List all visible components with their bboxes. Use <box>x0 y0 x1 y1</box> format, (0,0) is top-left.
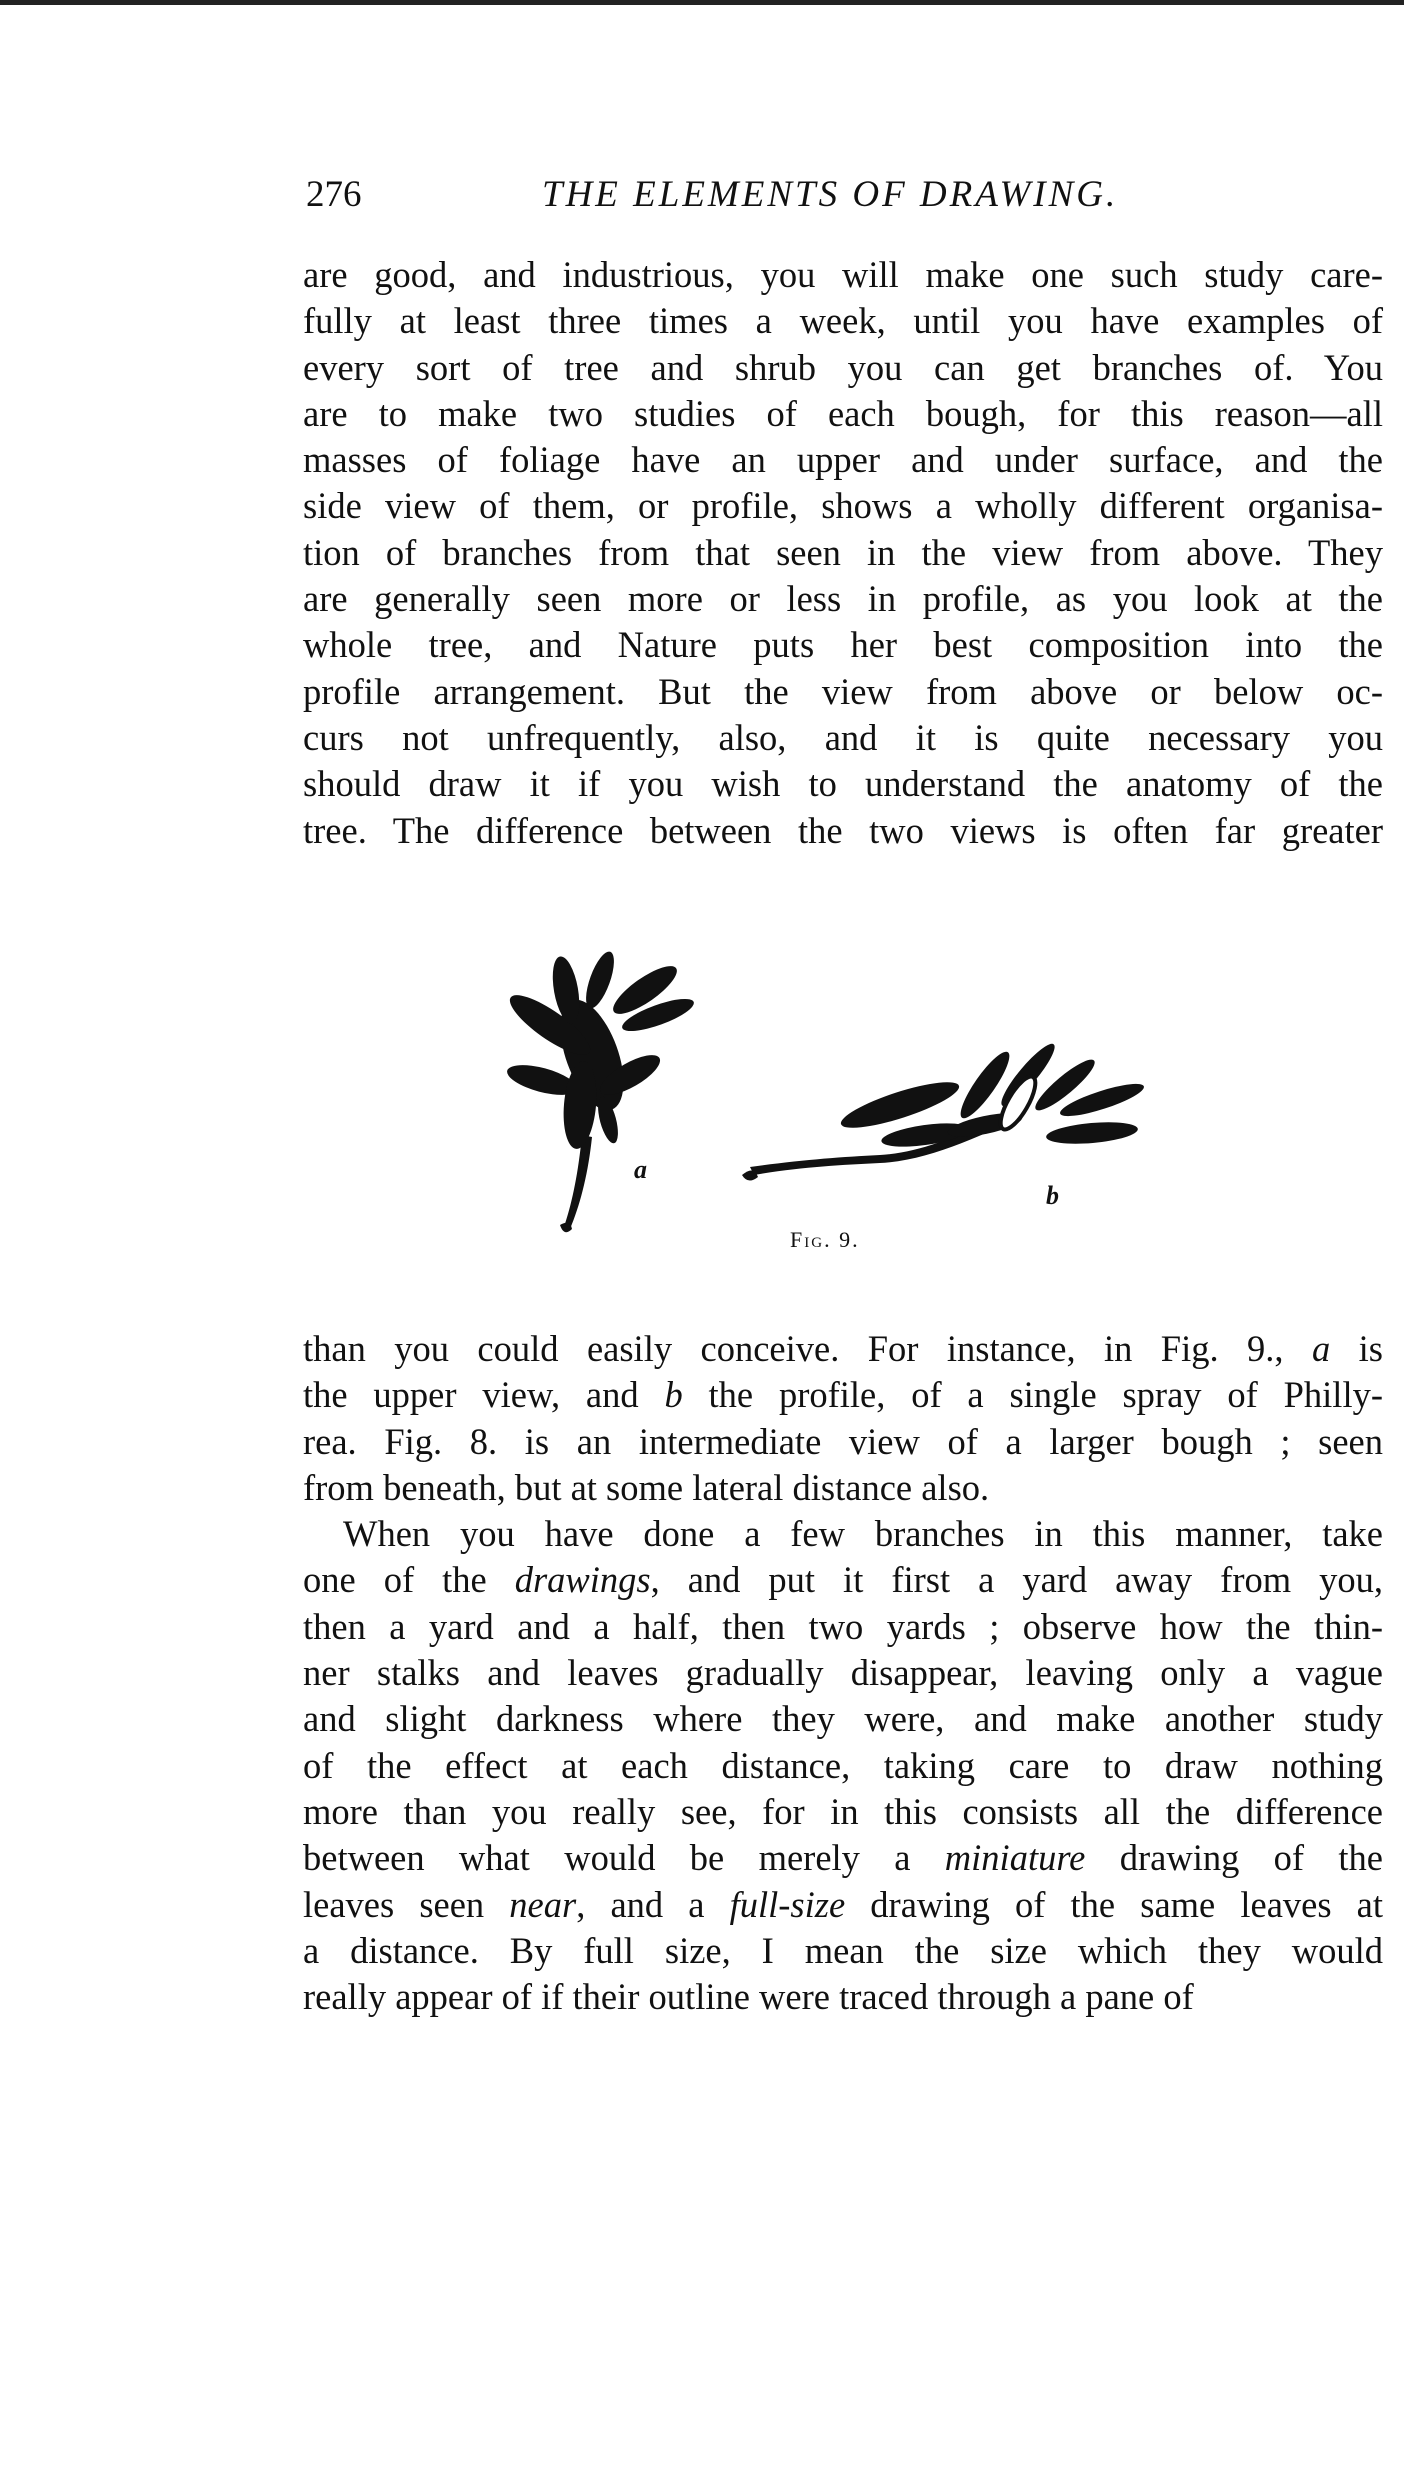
text-line: side view of them, or profile, shows a wholly different organisa- <box>303 485 1383 527</box>
text-segment: When you have done a few branches in this manner, take <box>343 1513 1383 1555</box>
text-segment: of the effect at each distance, taking care to draw nothing <box>303 1744 1383 1786</box>
text-line: whole tree, and Nature puts her best composition into the <box>303 624 1383 666</box>
text-segment: is <box>1330 1328 1383 1369</box>
text-segment: drawing of the same leaves at <box>845 1883 1384 1925</box>
text-segment: and slight darkness where they were, and make another study <box>303 1698 1383 1740</box>
figure-label-a: a <box>634 1155 647 1184</box>
text-line <box>303 1696 1383 1742</box>
text-line: are to make two studies of each bough, for this reason—all <box>303 392 1383 434</box>
text-segment: than you could easily conceive. For instance, in Fig. 9., <box>303 1328 1312 1369</box>
text-segment: rea. Fig. 8. is an intermediate view of a larger bough ; seen <box>303 1420 1383 1462</box>
text-line <box>303 1928 1383 1974</box>
text-line: profile arrangement. But the view from above or below oc- <box>303 670 1383 712</box>
text-segment: the upper view, and <box>303 1374 665 1416</box>
text-line <box>303 1835 1383 1881</box>
figure-label-b: b <box>1046 1181 1059 1210</box>
text-line: fully at least three times a week, until you have examples of <box>303 300 1383 342</box>
italic-term: a <box>1311 1328 1331 1369</box>
figure-caption: Fig. 9. <box>790 1227 860 1252</box>
text-line <box>303 1326 1383 1372</box>
text-line: should draw it if you wish to understand the anatomy of the <box>303 763 1383 805</box>
text-segment: then a yard and a half, then two yards ; observe how the thin- <box>303 1605 1383 1647</box>
italic-term: drawings <box>514 1559 651 1601</box>
italic-term: b <box>664 1374 683 1416</box>
text-segment: a distance. By full size, I mean the size which they would <box>303 1929 1383 1971</box>
page-top-edge <box>0 0 1404 5</box>
figure-9 <box>480 935 1220 1265</box>
phillyrea-spray-illustration <box>480 935 1220 1265</box>
text-line <box>303 1974 1383 2020</box>
text-segment: leaves seen <box>303 1883 510 1925</box>
text-line <box>303 1372 1383 1418</box>
text-segment: between what would be merely a <box>303 1837 945 1879</box>
text-line <box>303 1511 1383 1557</box>
text-line <box>303 1789 1383 1835</box>
body-text-after-figure <box>303 1326 1383 2020</box>
text-segment: really appear of if their outline were traced through a pane of <box>303 1976 1194 2018</box>
page-number: 276 <box>306 174 362 215</box>
text-line <box>303 1882 1383 1928</box>
italic-term: near <box>509 1883 577 1925</box>
text-segment: from beneath, but at some lateral distance also. <box>303 1466 990 1508</box>
text-line: are good, and industrious, you will make one such study care- <box>303 254 1383 295</box>
text-line <box>303 1419 1383 1465</box>
text-segment: drawing of the <box>1085 1837 1383 1879</box>
text-segment: ner stalks and leaves gradually disappear, leaving only a vague <box>303 1652 1383 1694</box>
text-segment: more than you really see, for in this consists all the difference <box>303 1790 1383 1832</box>
text-line: are generally seen more or less in profile, as you look at the <box>303 578 1383 620</box>
text-segment: , and a <box>576 1883 730 1925</box>
text-line: curs not unfrequently, also, and it is quite necessary you <box>303 716 1383 758</box>
text-line <box>303 1557 1383 1603</box>
text-line <box>303 1650 1383 1696</box>
text-line: tion of branches from that seen in the view from above. They <box>303 531 1383 573</box>
text-line <box>303 1743 1383 1789</box>
text-line: masses of foliage have an upper and under surface, and the <box>303 439 1383 481</box>
spray-profile-view <box>742 1039 1147 1181</box>
running-title: THE ELEMENTS OF DRAWING. <box>542 174 1119 215</box>
text-segment: one of the <box>303 1559 515 1601</box>
paragraph-continued <box>303 252 1383 854</box>
italic-term: miniature <box>944 1837 1086 1879</box>
text-segment: , and put it first a yard away from you, <box>650 1559 1383 1601</box>
spray-upper-view <box>503 948 697 1232</box>
running-header <box>306 170 1384 220</box>
text-segment: the profile, of a single spray of Philly- <box>682 1374 1383 1416</box>
text-line: every sort of tree and shrub you can get branches of. You <box>303 346 1383 388</box>
text-line: tree. The difference between the two views is often far greater <box>303 809 1383 851</box>
text-line <box>303 1465 1383 1511</box>
italic-term: full-size <box>729 1883 846 1925</box>
text-line <box>303 1604 1383 1650</box>
